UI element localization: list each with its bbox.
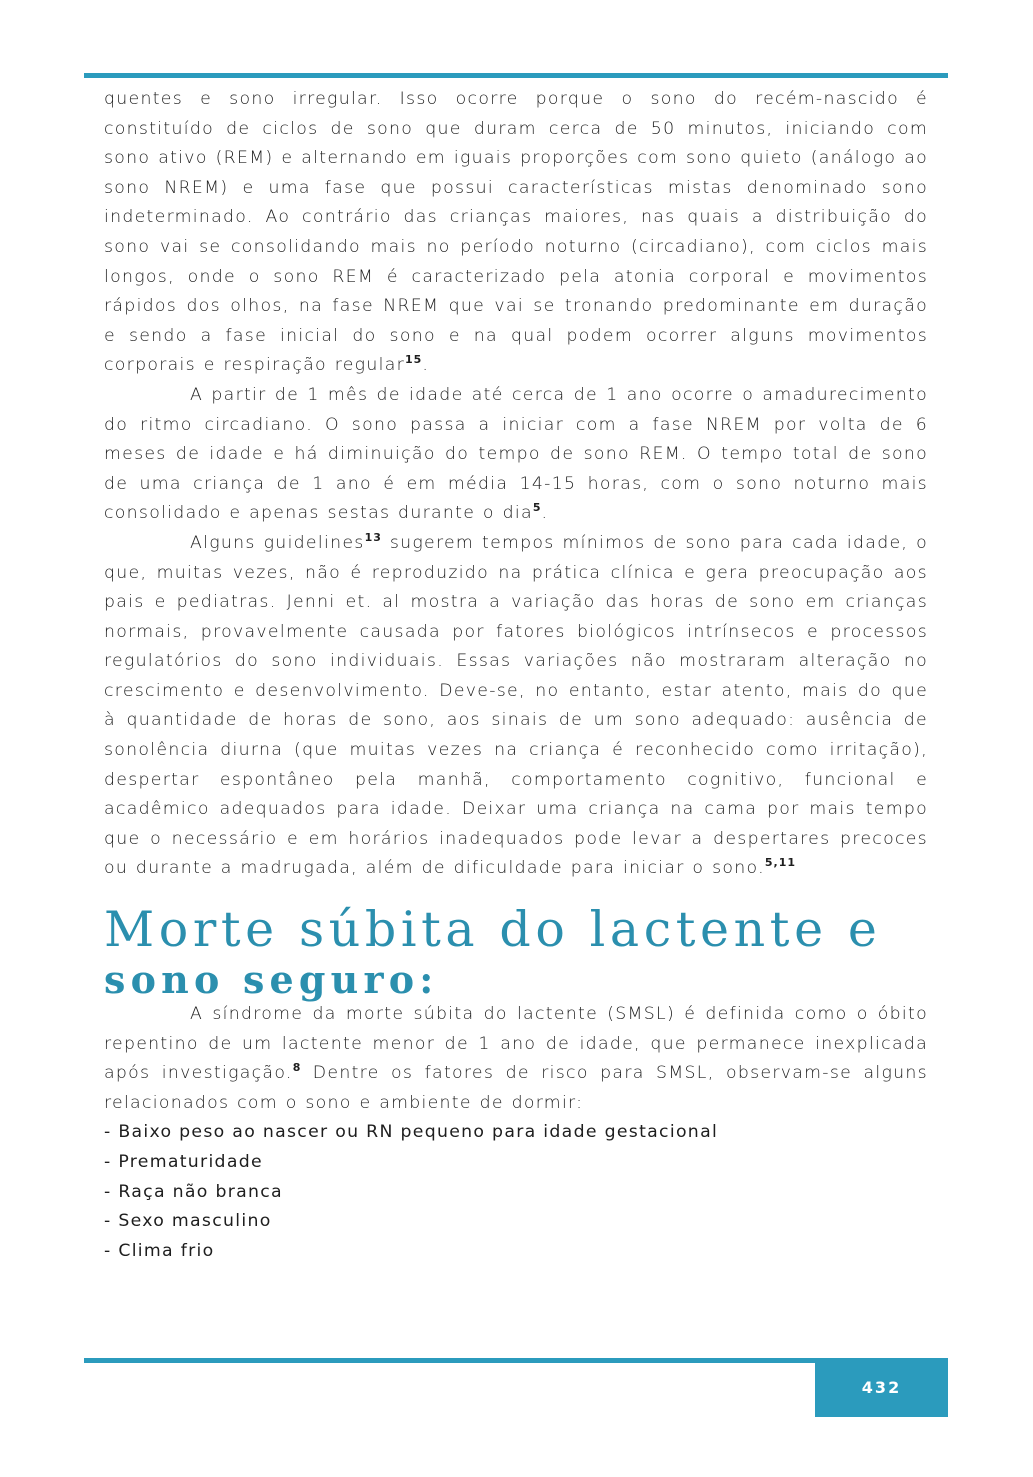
paragraph-text: sugerem tempos mínimos de sono para cada idade, o que, muitas vezes, não é reproduzido na prática clínica e gera preocupação aos pais e pediatras. Jenni et. al mostra a variação das horas de sono em crianças normais, provavelmente causada por fatores biológicos intrínsecos e processos regulatórios do sono individuais. Essas variações não mostraram alteração no crescimento e desenvolvimento. Deve-se, no entanto, estar atento, mais do que à quantidade de horas de sono, aos sinais de um sono adequado: ausência de sonolência diurna (que muitas vezes na criança é reconhecido como irritação), despertar espontâneo pela manhã, comportamento cognitivo, funcional e acadêmico adequados para idade. Deixar uma criança na cama por mais tempo que o necessário e em horários inadequados pode levar a despertares precoces ou durante a madrugada, além de dificuldade para iniciar o sono.	[104, 532, 928, 879]
paragraph-text: A partir de 1 mês de idade até cerca de 1 ano ocorre o amadurecimento do ritmo circadiano. O sono passa a iniciar com a fase NREM por volta de 6 meses de idade e há diminuição do tempo de sono REM. O tempo total de sono de uma criança de 1 ano é em média 14-15 horas, com o sono noturno mais consolidado e apenas sestas durante o dia	[104, 384, 928, 524]
heading-line-1: Morte súbita do lactente e	[104, 901, 882, 959]
paragraph-guidelines	[104, 529, 928, 884]
page-number: 432	[861, 1378, 902, 1397]
paragraph-circadian-rhythm	[104, 381, 928, 529]
top-divider-rule	[84, 73, 948, 78]
citation-superscript: 5	[532, 501, 542, 515]
citation-superscript-end: 5,11	[764, 856, 797, 870]
list-item: - Sexo masculino	[104, 1211, 272, 1232]
list-item: - Clima frio	[104, 1240, 215, 1261]
list-item: - Prematuridade	[104, 1152, 263, 1172]
paragraph-text: quentes e sono irregular. Isso ocorre porque o sono do recém-nascido é constituído de ciclos de sono que duram cerca de 50 minutos, iniciando com sono ativo (REM) e alternando em iguais proporções com sono quieto (análogo ao sono NREM) e uma fase que possui características mistas denominado sono indeterminado. Ao contrário das crianças maiores, nas quais a distribuição do sono vai se consolidando mais no período noturno (circadiano), com ciclos mais longos, onde o sono REM é caracterizado pela atonia corporal e movimentos rápidos dos olhos, na fase NREM que vai se tronando predominante em duração e sendo a fase inicial do sono e na qual podem ocorrer alguns movimentos corporais e respiração regular	[104, 89, 928, 376]
paragraph-punctuation: .	[422, 355, 430, 376]
citation-superscript: 15	[405, 353, 423, 367]
risk-factors-list	[104, 1118, 928, 1266]
page-number-badge	[815, 1358, 948, 1417]
list-item: - Baixo peso ao nascer ou RN pequeno para idade gestacional	[104, 1122, 719, 1143]
page-content	[104, 85, 928, 1266]
paragraph-text-start: Alguns guidelines	[190, 532, 365, 553]
paragraph-punctuation: .	[541, 503, 549, 524]
citation-superscript: 8	[292, 1061, 302, 1075]
citation-superscript: 13	[364, 530, 382, 544]
paragraph-smsl-definition	[104, 1000, 928, 1118]
paragraph-sleep-cycles	[104, 85, 928, 381]
list-item: - Raça não branca	[104, 1181, 283, 1202]
section-heading-smsl	[104, 898, 928, 1003]
paragraph-text-start: A síndrome da morte súbita do lactente (SMSL) é definida como o óbito repentino de um lactente menor de 1 ano de idade, que permanece inexplicada após investigação.	[104, 1004, 928, 1084]
paragraph-text: Dentre os fatores de risco para SMSL, observam-se alguns relacionados com o sono e ambiente de dormir:	[104, 1063, 928, 1113]
heading-line-2: sono seguro:	[104, 957, 439, 1003]
